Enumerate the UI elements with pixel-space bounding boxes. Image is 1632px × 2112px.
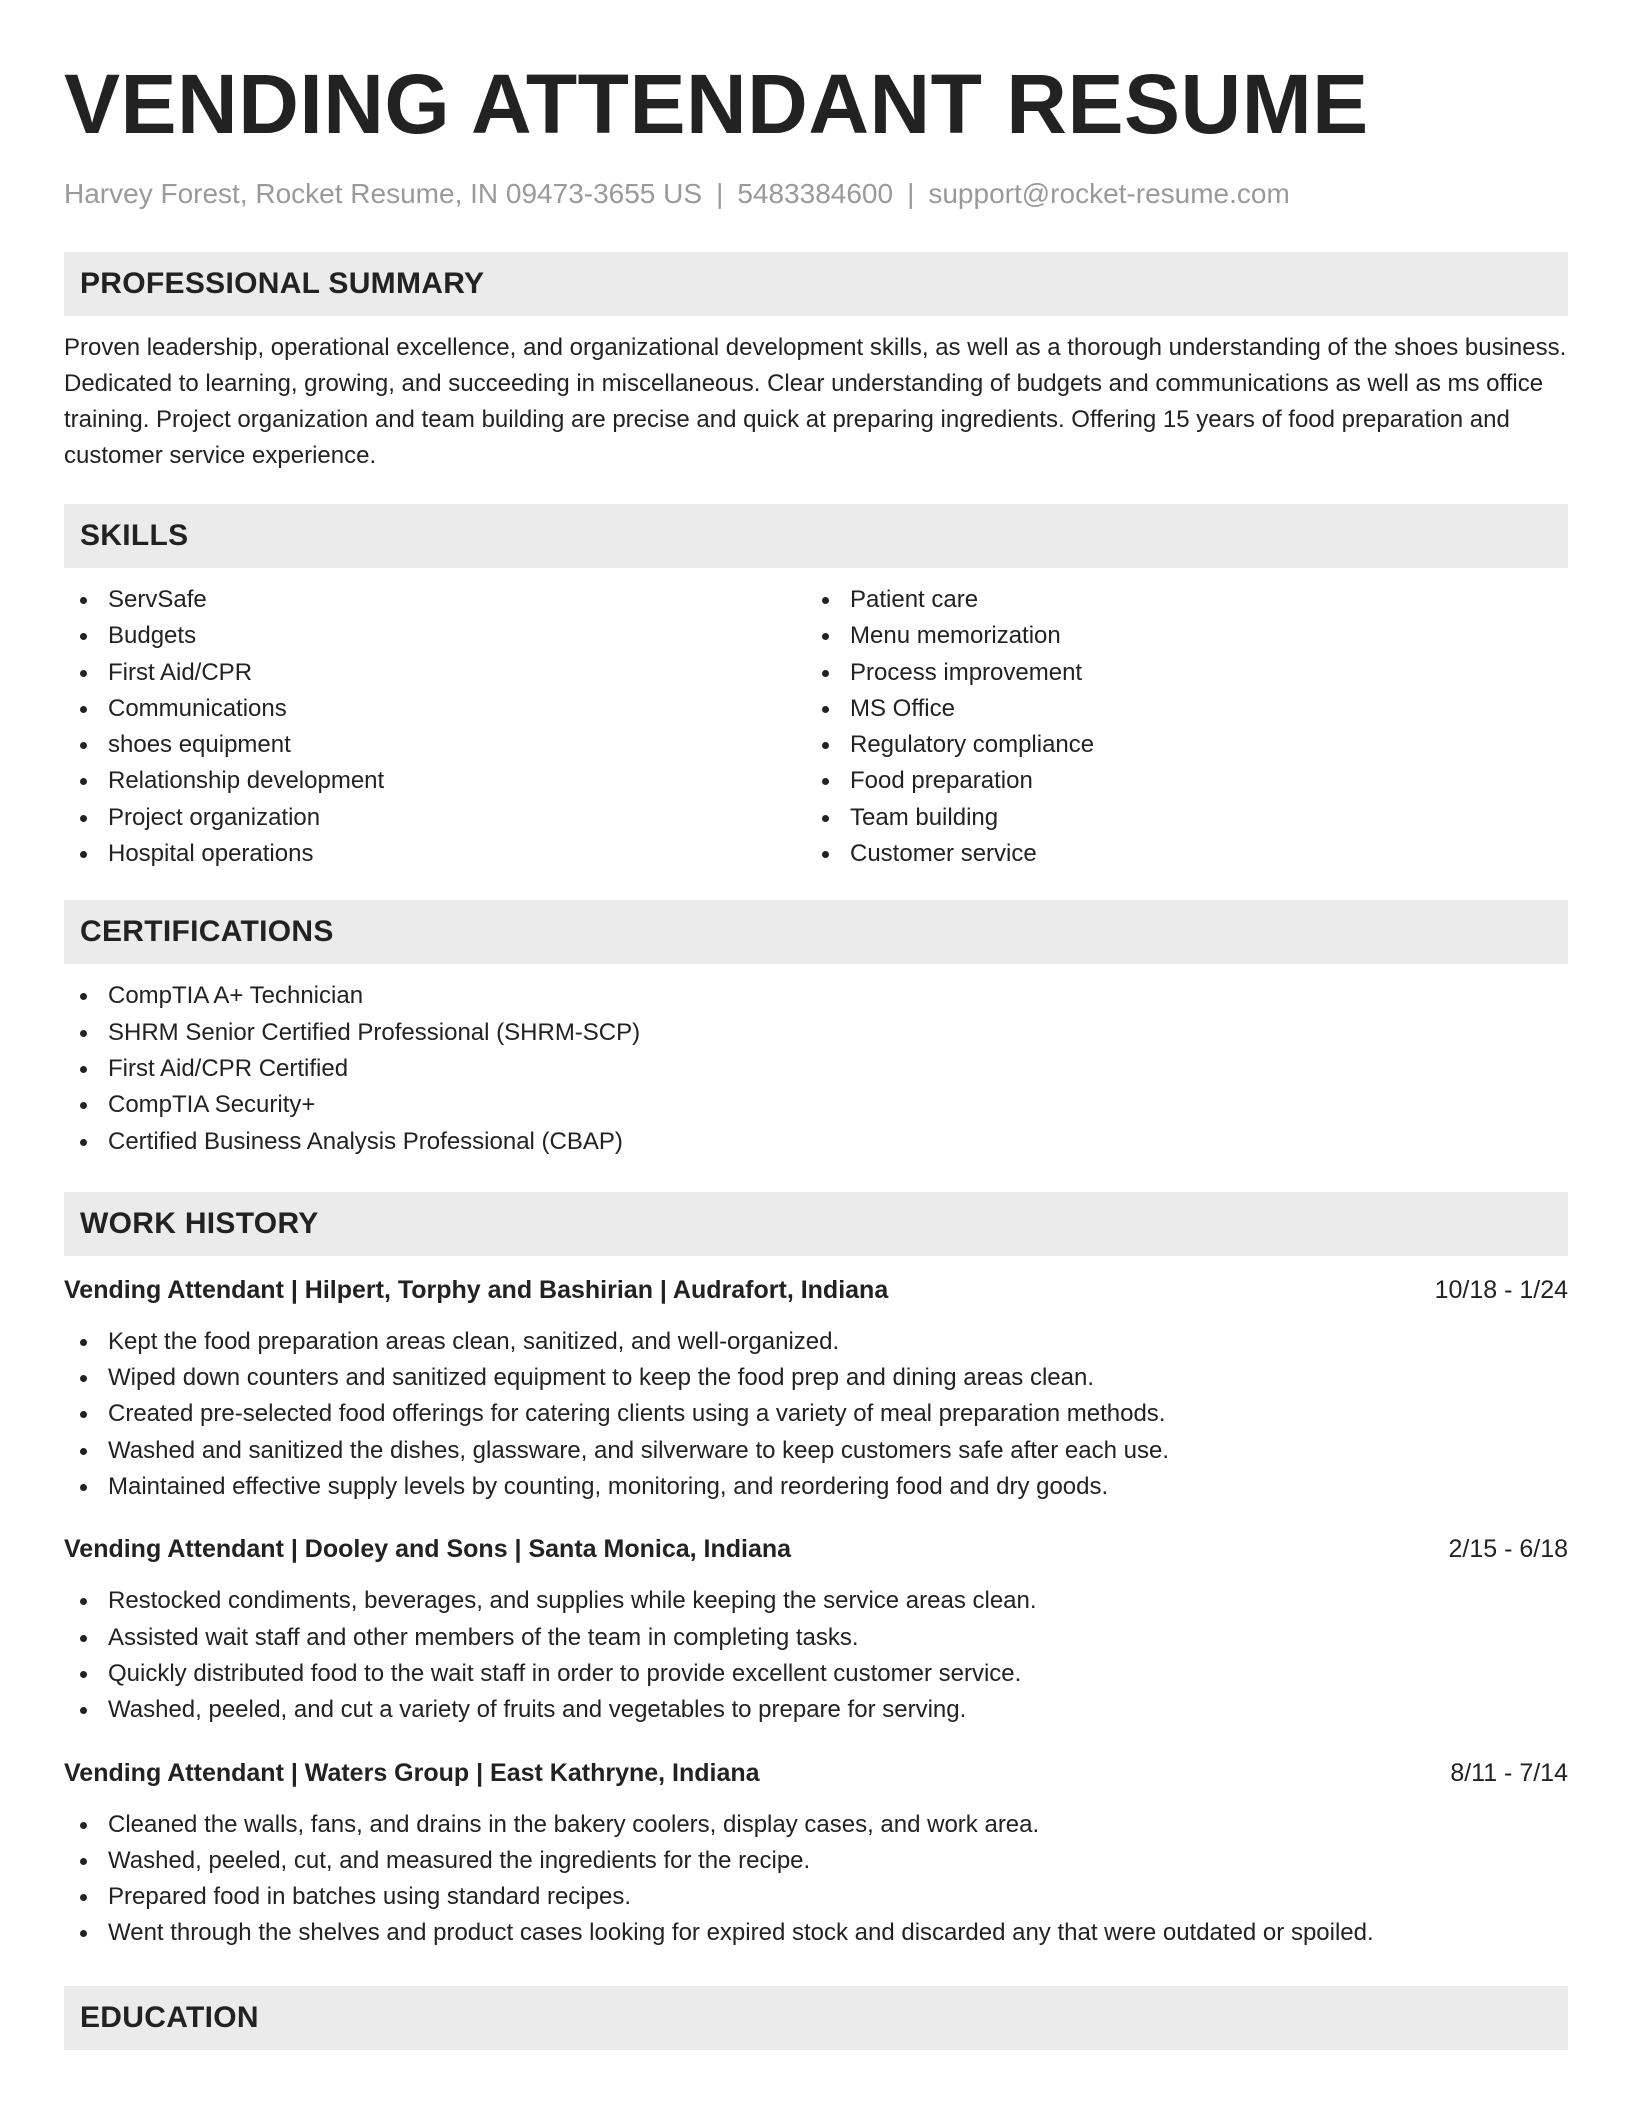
job-title: Vending Attendant | Dooley and Sons | Santa Monica, Indiana: [64, 1535, 792, 1564]
job-duties: [64, 1324, 1568, 1505]
job-duty: Created pre-selected food offerings for catering clients using a variety of meal preparation methods.: [64, 1396, 1568, 1432]
job-entry: [64, 1531, 1568, 1728]
skill-item: shoes equipment: [64, 727, 806, 763]
job-duty: Went through the shelves and product cases looking for expired stock and discarded any that were outdated or spoiled.: [64, 1915, 1568, 1951]
skill-item: Patient care: [806, 582, 1548, 618]
certification-item: Certified Business Analysis Professional (CBAP): [64, 1124, 1568, 1160]
job-dates: 2/15 - 6/18: [1448, 1535, 1568, 1564]
skill-item: Communications: [64, 691, 806, 727]
summary-heading: PROFESSIONAL SUMMARY: [64, 252, 1568, 316]
job-title: Vending Attendant | Waters Group | East Kathryne, Indiana: [64, 1758, 760, 1787]
skill-item: Food preparation: [806, 763, 1548, 799]
skill-item: Regulatory compliance: [806, 727, 1548, 763]
job-duty: Washed and sanitized the dishes, glassware, and silverware to keep customers safe after each use.: [64, 1433, 1568, 1469]
job-header: [64, 1755, 1568, 1791]
job-duty: Prepared food in batches using standard recipes.: [64, 1879, 1568, 1915]
summary-text: Proven leadership, operational excellence, and organizational development skills, as well as a thorough understanding of the shoes business. Dedicated to learning, growing, and succeeding in miscellaneous. Clear understanding of budgets and communications as well as ms office training. Project organization and team building are precise and quick at preparing ingredients. Offering 15 years of food preparation and customer service experience.: [64, 334, 1567, 469]
skill-item: Relationship development: [64, 763, 806, 799]
skills-column-right: [806, 582, 1548, 872]
job-duty: Wiped down counters and sanitized equipment to keep the food prep and dining areas clean.: [64, 1360, 1568, 1396]
contact-email: support@rocket-resume.com: [928, 178, 1290, 209]
certification-item: First Aid/CPR Certified: [64, 1051, 1568, 1087]
job-header: [64, 1272, 1568, 1308]
skills-column-left: [64, 582, 806, 872]
skill-item: MS Office: [806, 691, 1548, 727]
skill-item: First Aid/CPR: [64, 655, 806, 691]
contact-separator: |: [907, 178, 915, 209]
certification-item: SHRM Senior Certified Professional (SHRM-SCP): [64, 1015, 1568, 1051]
certification-item: CompTIA A+ Technician: [64, 978, 1568, 1014]
certifications-list: [64, 978, 1568, 1159]
contact-address: Harvey Forest, Rocket Resume, IN 09473-3655 US: [64, 178, 703, 209]
job-duty: Quickly distributed food to the wait staff in order to provide excellent customer service.: [64, 1656, 1568, 1692]
skill-item: Project organization: [64, 800, 806, 836]
job-dates: 10/18 - 1/24: [1434, 1275, 1568, 1304]
job-duty: Restocked condiments, beverages, and supplies while keeping the service areas clean.: [64, 1583, 1568, 1619]
job-entry: [64, 1272, 1568, 1505]
skills-list: [64, 582, 1568, 872]
skill-item: Process improvement: [806, 655, 1548, 691]
contact-separator: |: [716, 178, 724, 209]
skill-item: Budgets: [64, 618, 806, 654]
skill-item: Team building: [806, 800, 1548, 836]
job-duties: [64, 1807, 1568, 1952]
job-duty: Assisted wait staff and other members of the team in completing tasks.: [64, 1620, 1568, 1656]
job-duty: Kept the food preparation areas clean, sanitized, and well-organized.: [64, 1324, 1568, 1360]
certification-item: CompTIA Security+: [64, 1087, 1568, 1123]
work-history-heading: WORK HISTORY: [64, 1192, 1568, 1256]
skill-item: Customer service: [806, 836, 1548, 872]
job-duties: [64, 1583, 1568, 1728]
job-header: [64, 1531, 1568, 1567]
contact-line: [64, 176, 1568, 212]
skill-item: ServSafe: [64, 582, 806, 618]
certifications-heading: CERTIFICATIONS: [64, 900, 1568, 964]
job-duty: Cleaned the walls, fans, and drains in the bakery coolers, display cases, and work area.: [64, 1807, 1568, 1843]
skill-item: Hospital operations: [64, 836, 806, 872]
education-heading: EDUCATION: [64, 1986, 1568, 2050]
resume-page: [64, 56, 1568, 2050]
job-duty: Washed, peeled, cut, and measured the ingredients for the recipe.: [64, 1843, 1568, 1879]
skills-heading: SKILLS: [64, 504, 1568, 568]
job-duty: Maintained effective supply levels by counting, monitoring, and reordering food and dry goods.: [64, 1469, 1568, 1505]
job-entry: [64, 1755, 1568, 1952]
job-dates: 8/11 - 7/14: [1450, 1758, 1568, 1787]
skill-item: Menu memorization: [806, 618, 1548, 654]
resume-title: VENDING ATTENDANT RESUME: [64, 57, 1369, 151]
job-duty: Washed, peeled, and cut a variety of fruits and vegetables to prepare for serving.: [64, 1692, 1568, 1728]
job-title: Vending Attendant | Hilpert, Torphy and Bashirian | Audrafort, Indiana: [64, 1275, 889, 1304]
contact-phone: 5483384600: [737, 178, 894, 209]
